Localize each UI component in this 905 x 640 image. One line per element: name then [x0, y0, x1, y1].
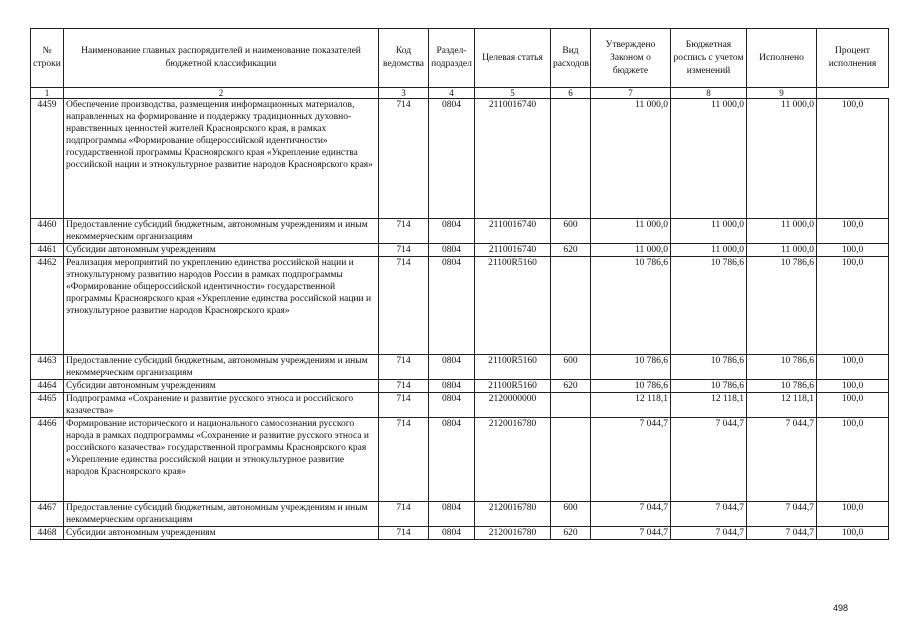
row-section: 0804	[429, 418, 475, 502]
table-body	[31, 88, 889, 540]
row-section: 0804	[429, 355, 475, 380]
row-executed: 10 786,6	[747, 257, 817, 355]
row-executed: 10 786,6	[747, 355, 817, 380]
row-executed: 11 000,0	[747, 244, 817, 257]
row-number: 4468	[31, 527, 64, 540]
row-approved: 10 786,6	[591, 257, 671, 355]
row-target: 21100R5160	[475, 380, 551, 393]
row-target: 2110016740	[475, 99, 551, 219]
row-number: 4466	[31, 418, 64, 502]
row-percent: 100,0	[817, 502, 889, 527]
table-row	[31, 244, 889, 257]
row-name: Подпрограмма «Сохранение и развитие русского этноса и российского казачества»	[64, 393, 379, 418]
row-section: 0804	[429, 99, 475, 219]
row-number: 4465	[31, 393, 64, 418]
row-dept-code: 714	[379, 502, 429, 527]
row-expense-type	[551, 418, 591, 502]
row-target: 2120016780	[475, 527, 551, 540]
budget-report-sheet	[30, 28, 888, 540]
row-expense-type: 620	[551, 527, 591, 540]
column-number: 8	[671, 88, 747, 99]
row-approved: 11 000,0	[591, 99, 671, 219]
budget-table	[30, 28, 889, 540]
row-dept-code: 714	[379, 380, 429, 393]
page-number: 498	[833, 603, 849, 613]
row-percent: 100,0	[817, 99, 889, 219]
column-number: 1	[31, 88, 64, 99]
row-section: 0804	[429, 244, 475, 257]
column-number: 9	[747, 88, 817, 99]
column-number: 4	[429, 88, 475, 99]
column-number: 3	[379, 88, 429, 99]
row-name: Реализация мероприятий по укреплению единства российской нации и этнокультурному развитию народов России в рамках подпрограммы «Формирование общероссийской идентичности» государственной программы Красноярского края «Укрепление единства российской нации и этнокультурное развитие народов Красноярского края»	[64, 257, 379, 355]
row-expense-type	[551, 257, 591, 355]
row-dept-code: 714	[379, 355, 429, 380]
header-row-no: № строки	[31, 29, 64, 88]
row-approved: 12 118,1	[591, 393, 671, 418]
row-dept-code: 714	[379, 418, 429, 502]
row-name: Предоставление субсидий бюджетным, автономным учреждениям и иным некоммерческим организациям	[64, 355, 379, 380]
row-budget: 10 786,6	[671, 355, 747, 380]
row-executed: 7 044,7	[747, 502, 817, 527]
row-name: Формирование исторического и национального самосознания русского народа в рамках подпрограммы «Сохранение и развитие русского этноса и российского казачества» государственной программы Красноярского края «Укрепление единства российской нации и этнокультурное развитие народов Красноярского края»	[64, 418, 379, 502]
table-row	[31, 99, 889, 219]
row-approved: 7 044,7	[591, 502, 671, 527]
column-number: 7	[591, 88, 671, 99]
row-dept-code: 714	[379, 393, 429, 418]
row-target: 2120016780	[475, 502, 551, 527]
row-target: 2120000000	[475, 393, 551, 418]
row-approved: 11 000,0	[591, 219, 671, 244]
row-percent: 100,0	[817, 219, 889, 244]
table-row	[31, 527, 889, 540]
header-budget-list: Бюджетная роспись с учетом изменений	[671, 29, 747, 88]
column-number: 6	[551, 88, 591, 99]
row-expense-type: 600	[551, 502, 591, 527]
row-executed: 7 044,7	[747, 418, 817, 502]
table-row	[31, 380, 889, 393]
row-number: 4459	[31, 99, 64, 219]
row-number: 4467	[31, 502, 64, 527]
row-dept-code: 714	[379, 219, 429, 244]
row-name: Обеспечение производства, размещения информационных материалов, направленных на формирование и поддержку традиционных духовно-нравственных ценностей жителей Красноярского края, в рамках подпрограммы «Формирование общероссийской идентичности» государственной программы Красноярского края «Укрепление единства российской нации и этнокультурное развитие народов Красноярского края»	[64, 99, 379, 219]
row-expense-type	[551, 99, 591, 219]
header-target: Целевая статья	[475, 29, 551, 88]
row-number: 4464	[31, 380, 64, 393]
row-approved: 7 044,7	[591, 418, 671, 502]
column-numbers-row	[31, 88, 889, 99]
row-number: 4462	[31, 257, 64, 355]
table-row	[31, 219, 889, 244]
row-budget: 7 044,7	[671, 502, 747, 527]
row-dept-code: 714	[379, 99, 429, 219]
row-section: 0804	[429, 527, 475, 540]
row-number: 4460	[31, 219, 64, 244]
table-header-row	[31, 29, 889, 88]
row-percent: 100,0	[817, 244, 889, 257]
row-approved: 7 044,7	[591, 527, 671, 540]
table-row	[31, 502, 889, 527]
row-budget: 7 044,7	[671, 418, 747, 502]
row-executed: 11 000,0	[747, 219, 817, 244]
row-name: Субсидии автономным учреждениям	[64, 527, 379, 540]
row-budget: 11 000,0	[671, 244, 747, 257]
column-number: 2	[64, 88, 379, 99]
row-section: 0804	[429, 380, 475, 393]
row-section: 0804	[429, 219, 475, 244]
table-row	[31, 393, 889, 418]
header-name: Наименование главных распорядителей и наименование показателей бюджетной классификации	[64, 29, 379, 88]
row-name: Предоставление субсидий бюджетным, автономным учреждениям и иным некоммерческим организациям	[64, 502, 379, 527]
row-budget: 7 044,7	[671, 527, 747, 540]
row-percent: 100,0	[817, 393, 889, 418]
row-budget: 10 786,6	[671, 257, 747, 355]
table-row	[31, 257, 889, 355]
row-budget: 12 118,1	[671, 393, 747, 418]
column-number: 5	[475, 88, 551, 99]
header-approved: Утверждено Законом о бюджете	[591, 29, 671, 88]
row-budget: 11 000,0	[671, 99, 747, 219]
row-dept-code: 714	[379, 527, 429, 540]
row-expense-type: 600	[551, 219, 591, 244]
row-percent: 100,0	[817, 418, 889, 502]
table-row	[31, 418, 889, 502]
row-number: 4463	[31, 355, 64, 380]
row-name: Субсидии автономным учреждениям	[64, 380, 379, 393]
row-dept-code: 714	[379, 257, 429, 355]
header-executed: Исполнено	[747, 29, 817, 88]
row-target: 21100R5160	[475, 355, 551, 380]
row-target: 2120016780	[475, 418, 551, 502]
row-name: Субсидии автономным учреждениям	[64, 244, 379, 257]
row-percent: 100,0	[817, 380, 889, 393]
row-executed: 7 044,7	[747, 527, 817, 540]
table-row	[31, 355, 889, 380]
row-section: 0804	[429, 393, 475, 418]
row-budget: 10 786,6	[671, 380, 747, 393]
row-approved: 11 000,0	[591, 244, 671, 257]
row-percent: 100,0	[817, 527, 889, 540]
row-expense-type	[551, 393, 591, 418]
header-section: Раздел-подраздел	[429, 29, 475, 88]
row-percent: 100,0	[817, 355, 889, 380]
row-name: Предоставление субсидий бюджетным, автономным учреждениям и иным некоммерческим организациям	[64, 219, 379, 244]
row-number: 4461	[31, 244, 64, 257]
row-approved: 10 786,6	[591, 380, 671, 393]
header-percent: Процент исполнения	[817, 29, 889, 88]
header-expense-type: Вид расходов	[551, 29, 591, 88]
row-percent: 100,0	[817, 257, 889, 355]
row-expense-type: 620	[551, 244, 591, 257]
row-section: 0804	[429, 502, 475, 527]
row-executed: 11 000,0	[747, 99, 817, 219]
row-target: 2110016740	[475, 219, 551, 244]
row-dept-code: 714	[379, 244, 429, 257]
row-budget: 11 000,0	[671, 219, 747, 244]
row-executed: 12 118,1	[747, 393, 817, 418]
row-approved: 10 786,6	[591, 355, 671, 380]
row-target: 21100R5160	[475, 257, 551, 355]
header-dept-code: Код ведомства	[379, 29, 429, 88]
row-expense-type: 620	[551, 380, 591, 393]
row-target: 2110016740	[475, 244, 551, 257]
row-executed: 10 786,6	[747, 380, 817, 393]
row-expense-type: 600	[551, 355, 591, 380]
row-section: 0804	[429, 257, 475, 355]
